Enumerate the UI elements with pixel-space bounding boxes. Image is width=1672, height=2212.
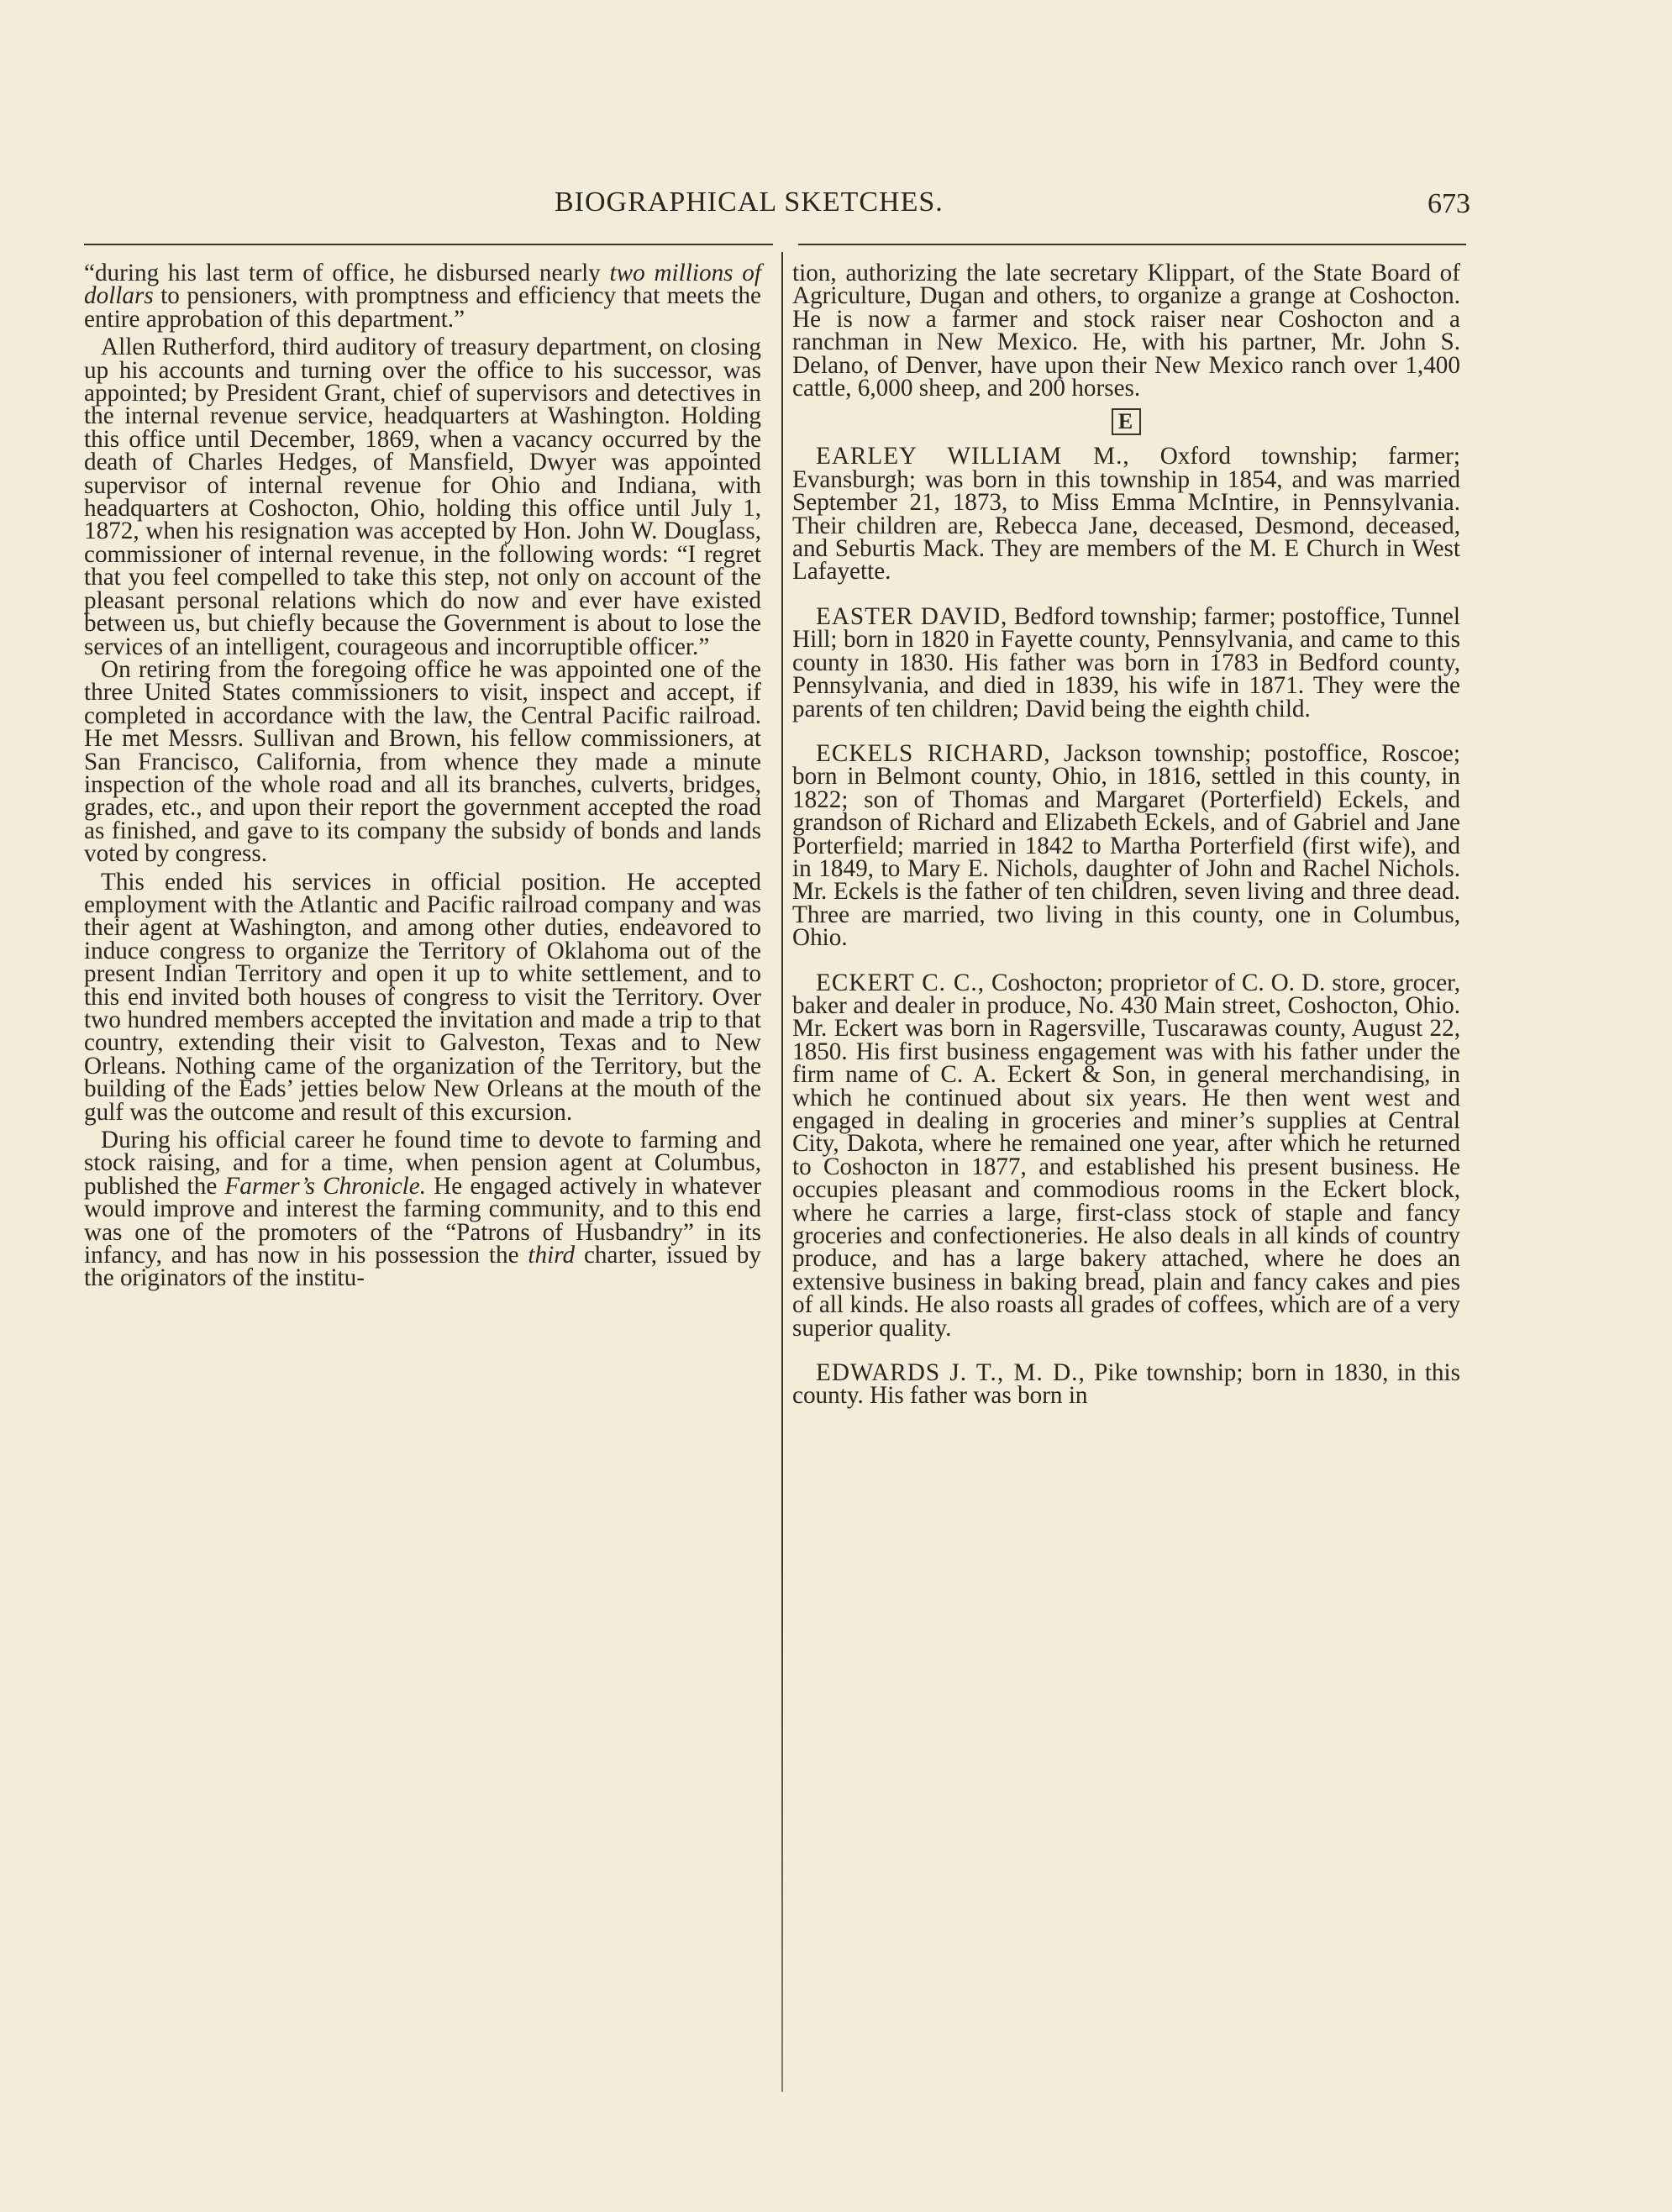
- italic-text: third: [528, 1242, 576, 1269]
- italic-text: two millions of dollars: [84, 260, 761, 310]
- section-letter-box: E: [1112, 408, 1141, 435]
- entry-text: Bedford township; farmer; postoffice, Tunnel Hill; born in 1820 in Fayette county, Pennsylvania, and came to this county in 1830. His father was born in 1783 in Bedford county, Pennsylvania, and died in 1839, his wife in 1871. They were the parents of ten children; David being the eighth child.: [792, 602, 1460, 722]
- italic-text: Farmer’s Chronicle.: [224, 1172, 427, 1200]
- column-divider: [781, 252, 783, 2092]
- paragraph: tion, authorizing the late secretary Klippart, of the State Board of Agriculture, Dugan and others, to organize a grange at Coshocton. He is now a farmer and stock raiser near Coshocton and a ranchman in New Mexico. He, with his partner, Mr. John S. Delano, of Denver, have upon their New Mexico ranch over 1,400 cattle, 6,000 sheep, and 200 horses.: [792, 260, 1460, 402]
- biography-entry: [792, 443, 1460, 586]
- paragraph: Allen Rutherford, third auditory of treasury department, on closing up his accounts and turning over the office to his successor, was appointed; by President Grant, chief of supervisors and detectives in the internal revenue service, headquarters at Washington. Holding this office until December, 1869, when a vacancy occurred by the death of Charles Hedges, of Mansfield, Dwyer was appointed supervisor of internal revenue for Ohio and Indiana, with headquarters at Coshocton, Ohio, holding this office until July 1, 1872, when his resignation was accepted by Hon. John W. Douglass, commissioner of internal revenue, in the following words: “I regret that you feel compelled to take this step, not only on account of the pleasant personal relations which do now and ever have existed between us, but chiefly because the Government is about to lose the services of an intelligent, courageous and incorruptible officer.”: [84, 334, 761, 660]
- entry-text: Jackson township; postoffice, Roscoe; born in Belmont county, Ohio, in 1816, settled in this county, in 1822; son of Thomas and Margaret (Porterfield) Eckels, and grandson of Richard and Elizabeth Eckels, and of Gabriel and Jane Porterfield; married in 1842 to Martha Porterfield (first wife), and in 1849, to Mary E. Nichols, daughter of John and Rachel Nichols. Mr. Eckels is the father of ten children, seven living and three dead. Three are married, two living in this county, one in Columbus, Ohio.: [792, 739, 1461, 952]
- entry-name: EASTER DAVID,: [816, 602, 1008, 630]
- paragraph: [84, 262, 761, 331]
- entry-text: Pike township; born in 1830, in this county. His father was born in: [792, 1359, 1460, 1410]
- biography-entry: [792, 969, 1461, 1342]
- section-letter: [792, 408, 1460, 437]
- entry-name: ECKELS RICHARD,: [816, 739, 1051, 767]
- entry-text: Coshocton; proprietor of C. O. D. store, grocer, baker and dealer in produce, No. 430 Main street, Coshocton, Ohio. Mr. Eckert was born in Ragersville, Tuscarawas county, August 22, 1850. His first business engagement was with his father under the firm name of C. A. Eckert & Son, in general merchandising, in which he continued about six years. He then went west and engaged in dealing in groceries and miner’s supplies at Central City, Dakota, where he remained one year, after which he returned to Coshocton in 1877, and established his present business. He occupies pleasant and commodious rooms in the Eckert block, where he carries a large, first-class stock of staple and fancy groceries and confectioneries. He also deals in all kinds of country produce, and has a large bakery attached, where he does an extensive business in baking bread, plain and fancy cakes and pies of all kinds. He also roasts all grades of coffees, which are of a very superior quality.: [792, 969, 1461, 1342]
- page-title: BIOGRAPHICAL SKETCHES.: [555, 187, 944, 218]
- right-column: [792, 262, 1460, 1408]
- text-run: He engaged actively in whatever would improve and interest the farming community, and to this end was one of the promoters of the “Patrons of Husbandry” in its infancy, and has now in his possession the: [84, 1172, 761, 1269]
- running-head: [84, 187, 1470, 223]
- paragraph: This ended his services in official position. He accepted employment with the Atlantic and Pacific railroad company and was their agent at Washington, and among other duties, endeavored to induce congress to organize the Territory of Oklahoma out of the present Indian Territory and open it up to white settlement, and to this end invited both houses of congress to visit the Territory. Over two hundred members accepted the invitation and made a trip to that country, extending their visit to Galveston, Texas and to New Orleans. Nothing came of the organization of the Territory, but the building of the Eads’ jetties below New Orleans at the mouth of the gulf was the outcome and result of this excursion.: [84, 868, 761, 1126]
- paragraph: [84, 1129, 761, 1290]
- entry-name: ECKERT C. C.,: [816, 969, 985, 996]
- entry-name: EDWARDS J. T., M. D.,: [816, 1359, 1086, 1387]
- header-rule-right: [798, 244, 1466, 245]
- biography-entry: [792, 739, 1461, 952]
- biography-entry: [792, 1359, 1460, 1410]
- left-column: [84, 262, 761, 1290]
- text-run: “during his last term of office, he disbursed nearly: [84, 260, 610, 286]
- biography-entry: [792, 602, 1460, 722]
- page-number: 673: [1428, 188, 1470, 219]
- text-run: During his official career he found time to devote to farming and stock raising, and for a time, when pension agent at Columbus, published the: [84, 1127, 761, 1200]
- text-run: charter, issued by the originators of the institu-: [84, 1242, 761, 1292]
- header-rule-left: [84, 244, 773, 245]
- text-run: to pensioners, with promptness and efficiency that meets the entire approbation of this department.”: [84, 282, 761, 333]
- entry-name: EARLEY WILLIAM M.,: [816, 443, 1130, 470]
- entry-text: Oxford township; farmer; Evansburgh; was born in this township in 1854, and was married September 21, 1873, to Miss Emma McIntire, in Pennsylvania. Their children are, Rebecca Jane, deceased, Desmond, deceased, and Seburtis Mack. They are members of the M. E Church in West Lafayette.: [792, 443, 1460, 586]
- paragraph: On retiring from the foregoing office he was appointed one of the three United States commissioners to visit, inspect and accept, if completed in accordance with the law, the Central Pacific railroad. He met Messrs. Sullivan and Brown, his fellow commissioners, at San Francisco, California, from whence they made a minute inspection of the whole road and all its branches, culverts, bridges, grades, etc., and upon their report the government accepted the road as finished, and gave to its company the subsidy of bonds and lands voted by congress.: [84, 655, 761, 868]
